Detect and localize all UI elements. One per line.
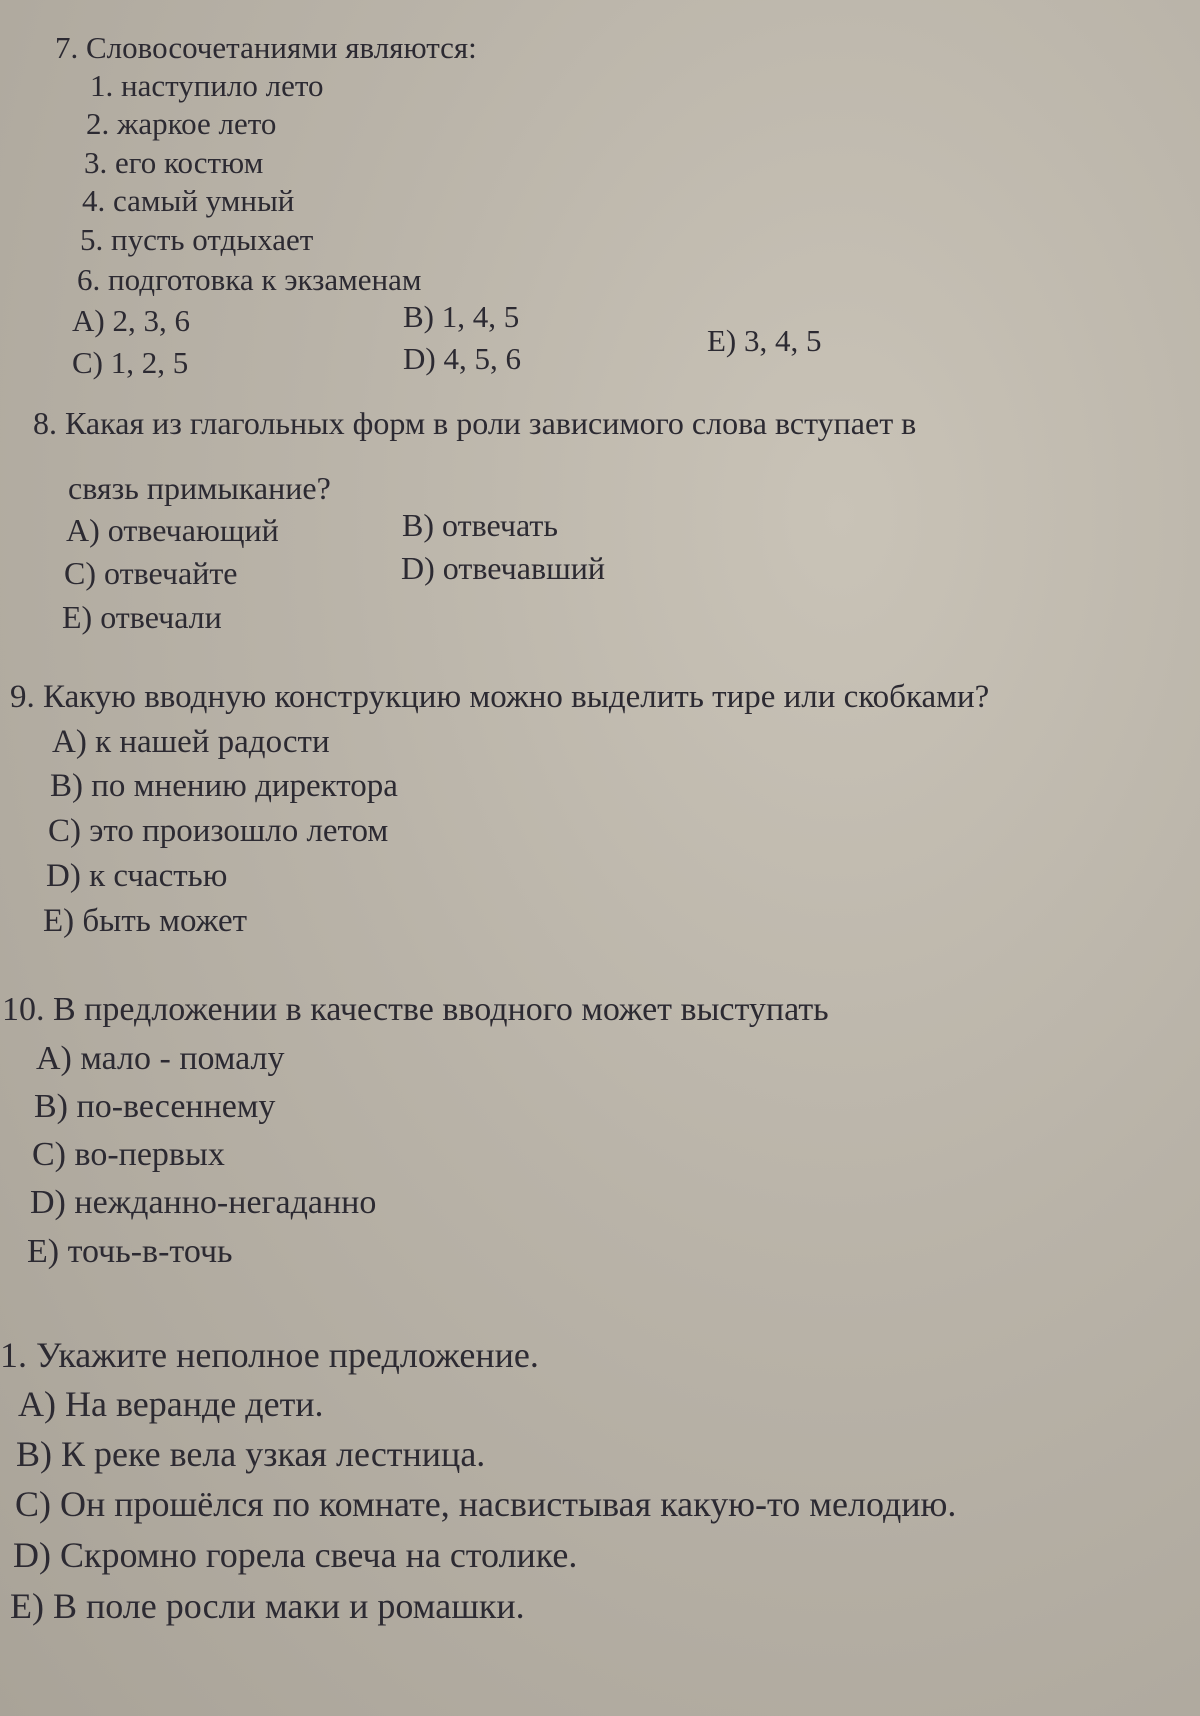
answer-option-c: C) Он прошёлся по комнате, насвистывая какую-то мелодию.	[15, 1484, 957, 1524]
list-item: 1. наступило лето	[90, 68, 324, 103]
question-title: 10. В предложении в качестве вводного может выступать	[2, 991, 829, 1028]
answer-option-e: E) В поле росли маки и ромашки.	[10, 1586, 525, 1626]
answer-option-d: D) Скромно горела свеча на столике.	[13, 1535, 578, 1575]
answer-option-e: E) быть может	[43, 903, 248, 939]
answer-option-b: B) К реке вела узкая лестница.	[16, 1434, 486, 1474]
answer-option-b: B) по-весеннему	[34, 1088, 276, 1125]
answer-option-b: B) отвечать	[402, 507, 558, 543]
answer-option-a: A) отвечающий	[66, 512, 279, 548]
list-item: 2. жаркое лето	[86, 106, 277, 141]
question-title: 9. Какую вводную конструкцию можно выделить тире или скобками?	[10, 679, 990, 715]
answer-option-d: D) нежданно-негаданно	[30, 1184, 377, 1221]
question-title-continued: связь примыкание?	[68, 470, 331, 506]
question-title: 8. Какая из глагольных форм в роли зависимого слова вступает в	[33, 405, 917, 441]
answer-option-d: D) отвечавший	[401, 550, 605, 586]
question-title: 7. Словосочетаниями являются:	[55, 30, 477, 65]
answer-option-b: B) 1, 4, 5	[403, 299, 520, 334]
answer-option-a: A) 2, 3, 6	[72, 303, 190, 338]
answer-option-e: E) точь-в-точь	[27, 1233, 233, 1270]
answer-option-c: C) во-первых	[32, 1136, 225, 1173]
answer-option-a: A) к нашей радости	[52, 724, 330, 760]
answer-option-a: A) На веранде дети.	[18, 1384, 324, 1424]
question-title: 1. Укажите неполное предложение.	[0, 1335, 539, 1375]
answer-option-e: E) 3, 4, 5	[707, 323, 822, 358]
answer-option-d: D) к счастью	[46, 858, 228, 894]
answer-option-c: C) 1, 2, 5	[72, 345, 189, 380]
list-item: 6. подготовка к экзаменам	[77, 262, 422, 297]
answer-option-d: D) 4, 5, 6	[403, 341, 521, 376]
list-item: 4. самый умный	[82, 183, 295, 218]
list-item: 5. пусть отдыхает	[80, 222, 314, 257]
answer-option-e: E) отвечали	[62, 599, 222, 635]
list-item: 3. его костюм	[84, 145, 264, 180]
answer-option-a: A) мало - помалу	[36, 1040, 285, 1077]
answer-option-b: B) по мнению директора	[50, 768, 398, 804]
answer-option-c: C) отвечайте	[64, 555, 238, 591]
answer-option-c: C) это произошло летом	[48, 813, 389, 849]
